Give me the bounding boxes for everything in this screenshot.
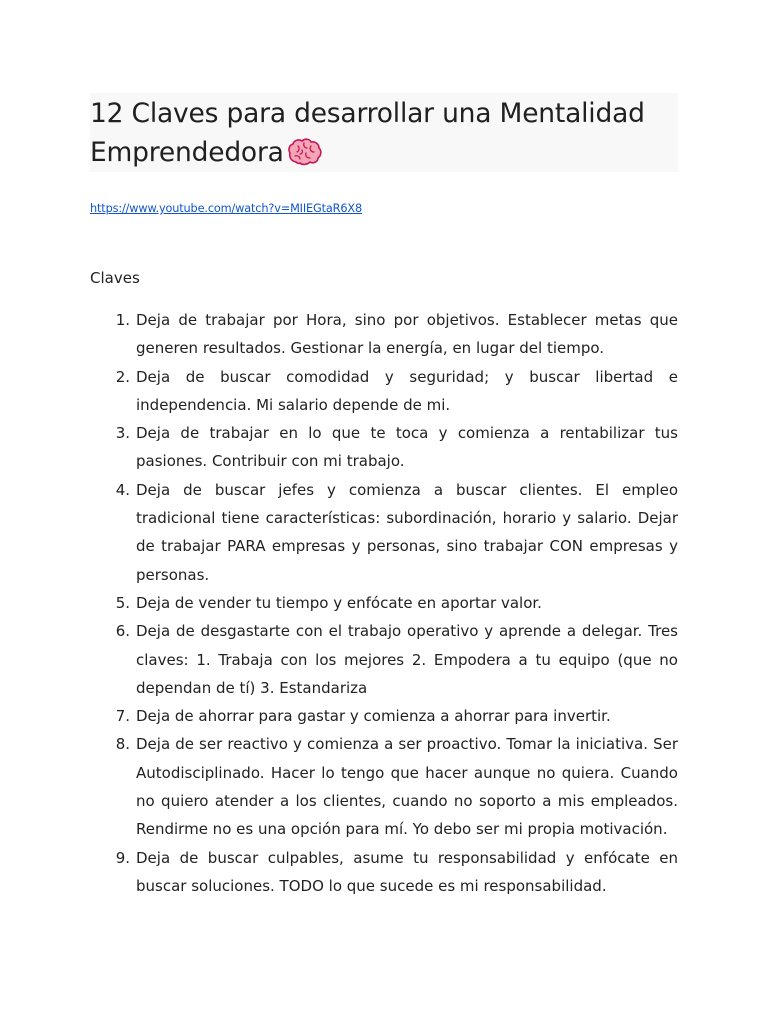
list-item-number: 9.: [115, 848, 130, 867]
list-item-text: Deja de vender tu tiempo y enfócate en aportar valor.: [136, 593, 542, 612]
claves-list: [90, 306, 678, 900]
list-item: [90, 476, 678, 589]
list-item-text: Deja de buscar jefes y comienza a buscar clientes. El empleo tradicional tiene características: subordinación, horario y salario. Dejar de trabajar PARA empresas y personas, sino trabajar CON empresas y personas.: [136, 480, 678, 584]
list-item-text: Deja de trabajar por Hora, sino por objetivos. Establecer metas que generen resultados. Gestionar la energía, en lugar del tiempo.: [136, 311, 678, 358]
list-item: [90, 844, 678, 901]
list-item-text: Deja de buscar culpables, asume tu responsabilidad y enfócate en buscar soluciones. TODO lo que sucede es mi responsabilidad.: [136, 848, 678, 895]
list-item: [90, 702, 678, 730]
youtube-link[interactable]: https://www.youtube.com/watch?v=MIIEGtaR6X8: [90, 202, 363, 215]
list-item: [90, 617, 678, 702]
page-title-text: 12 Claves para desarrollar una Mentalidad Emprendedora: [90, 98, 645, 168]
list-item: [90, 589, 678, 617]
list-item-number: 8.: [115, 735, 130, 754]
document-page: [90, 93, 678, 900]
list-item: [90, 730, 678, 843]
list-item-number: 5.: [115, 593, 130, 612]
list-item-number: 4.: [115, 480, 130, 499]
title-block: [90, 93, 678, 172]
list-item-text: Deja de ser reactivo y comienza a ser proactivo. Tomar la iniciativa. Ser Autodisciplinado. Hacer lo tengo que hacer aunque no quiera. Cuando no quiero atender a los clientes, cuando no soporto a mis empleados. Rendirme no es una opción para mí. Yo debo ser mi propia motivación.: [136, 735, 678, 839]
section-title: Claves: [90, 269, 140, 287]
list-item-number: 2.: [115, 367, 130, 386]
list-item: [90, 306, 678, 363]
list-item-number: 3.: [115, 424, 130, 443]
brain-icon: [288, 138, 322, 166]
list-item-text: Deja de desgastarte con el trabajo operativo y aprende a delegar. Tres claves: 1. Trabaja con los mejores 2. Empodera a tu equipo (que no dependan de tí) 3. Estandariza: [136, 622, 678, 697]
list-item-number: 1.: [115, 311, 130, 329]
list-item: [90, 363, 678, 420]
list-item-number: 7.: [115, 707, 130, 726]
list-item-text: Deja de buscar comodidad y seguridad; y buscar libertad e independencia. Mi salario depende de mi.: [136, 367, 678, 414]
list-item-number: 6.: [115, 622, 130, 641]
list-item-text: Deja de trabajar en lo que te toca y comienza a rentabilizar tus pasiones. Contribuir con mi trabajo.: [136, 424, 678, 471]
list-item-text: Deja de ahorrar para gastar y comienza a ahorrar para invertir.: [136, 707, 611, 726]
list-item: [90, 419, 678, 476]
page-title: [90, 94, 678, 172]
